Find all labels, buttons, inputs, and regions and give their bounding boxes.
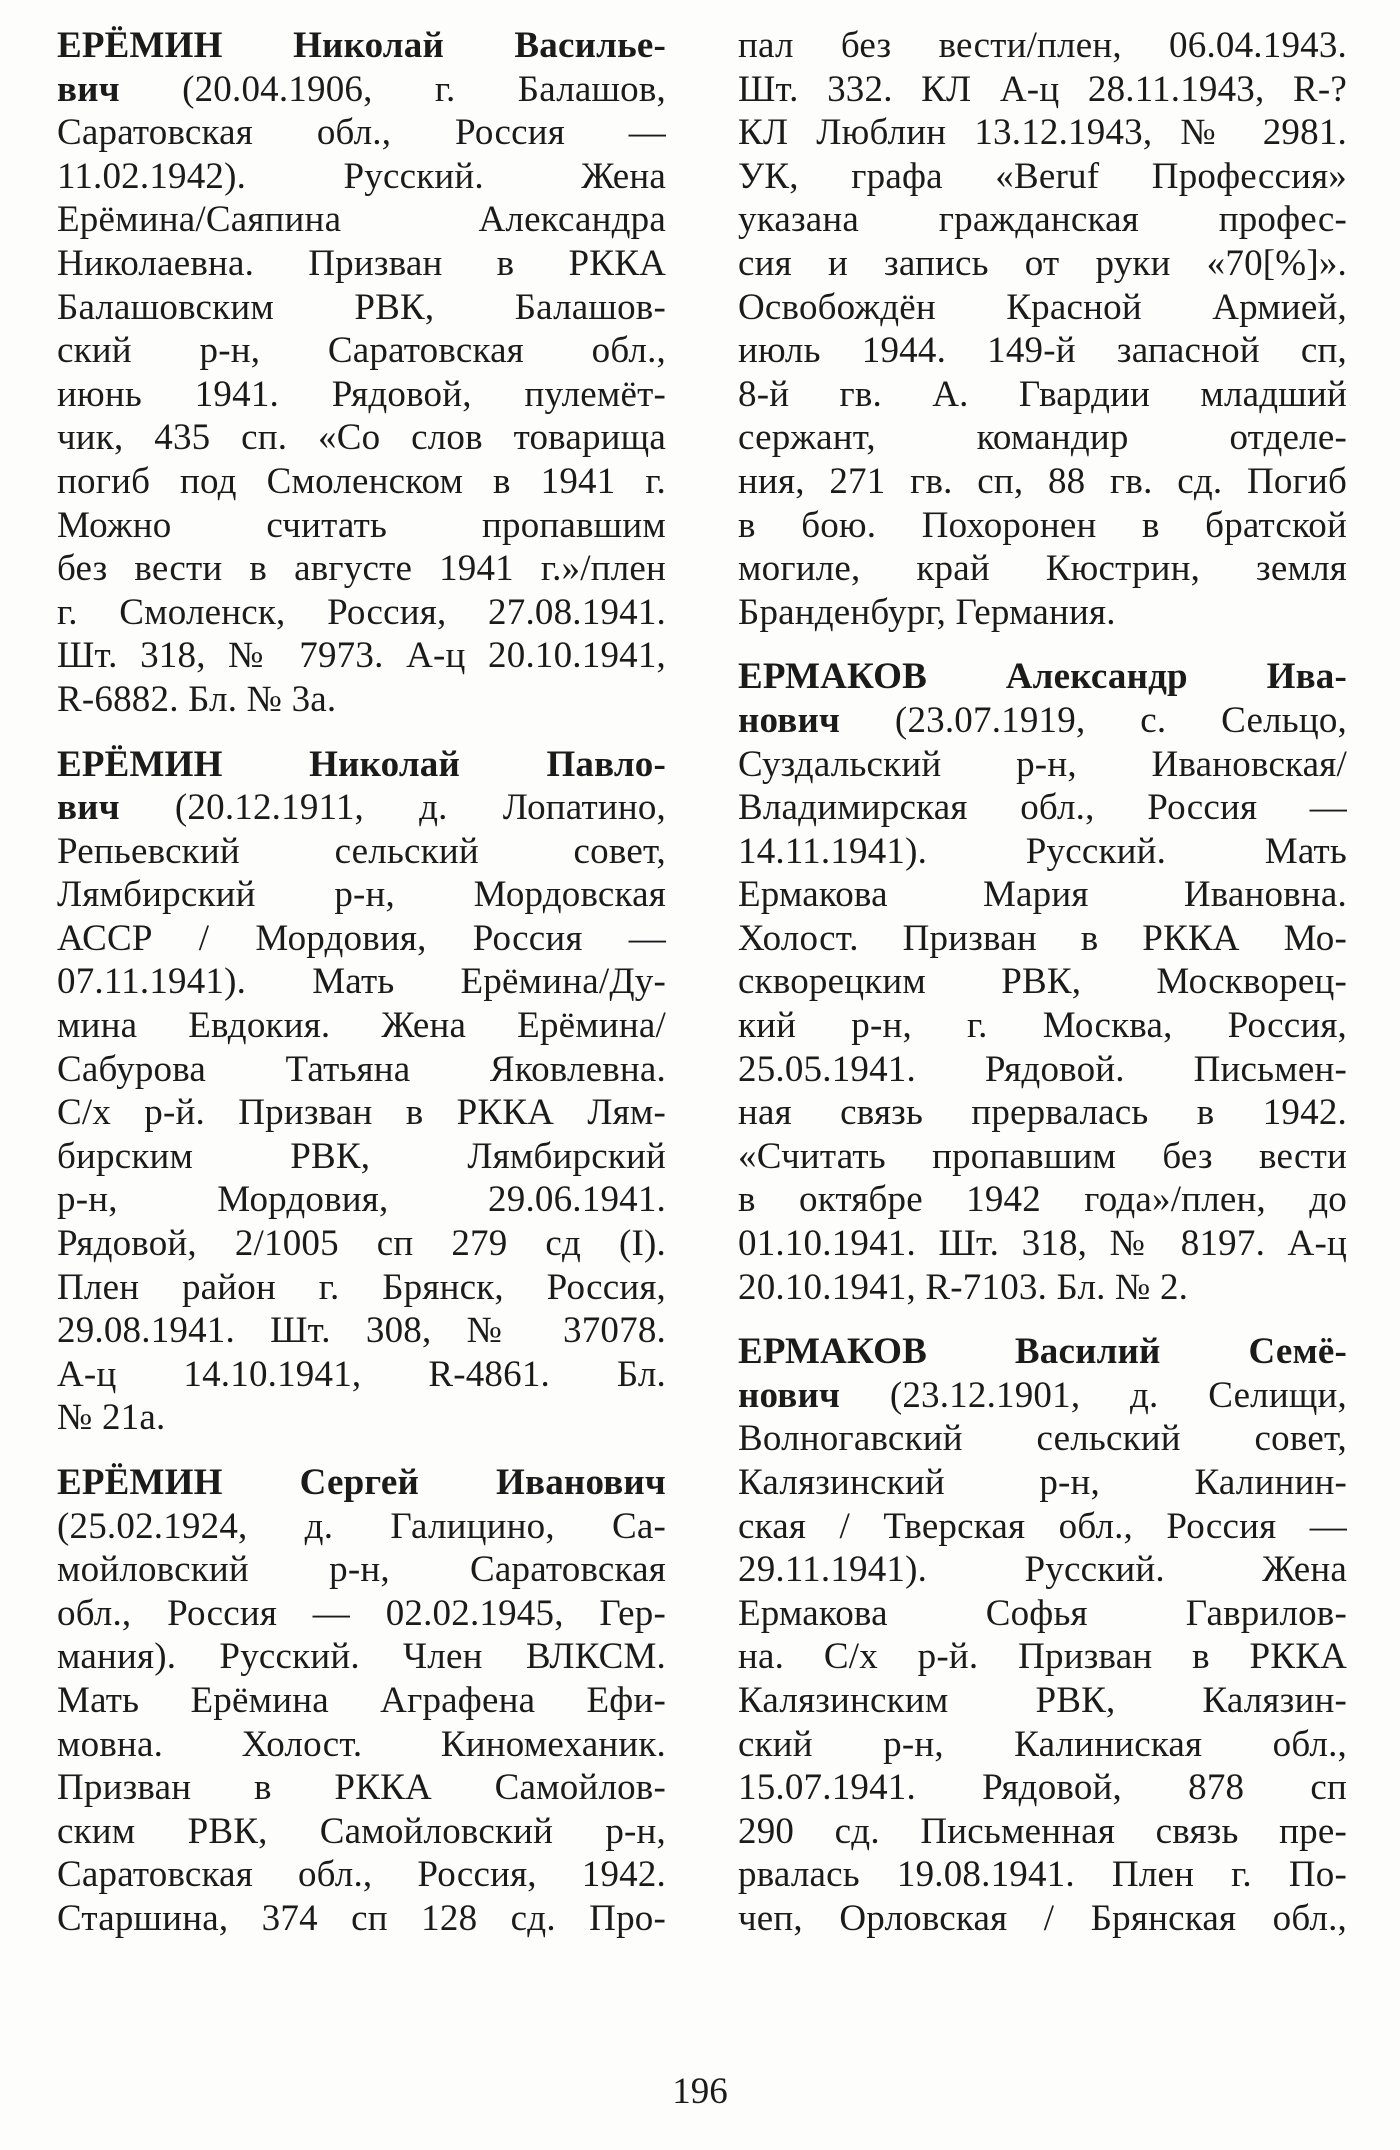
text-line: Плен район г. Брянск, Россия, <box>57 1266 666 1308</box>
text-line: г. Смоленск, Россия, 27.08.1941. <box>57 591 666 633</box>
text-line: Бранденбург, Германия. <box>738 591 1116 633</box>
text-line: чик, 435 сп. «Со слов товарища <box>57 417 666 459</box>
text-line: Шт. 318, № 7973. А-ц 20.10.1941, <box>57 635 666 677</box>
text-line: скворецким РВК, Москворец- <box>738 961 1347 1003</box>
right-column <box>738 24 1347 1941</box>
text-line: КЛ Люблин 13.12.1943, № 2981. <box>738 112 1347 154</box>
text-line: июль 1944. 149-й запасной сп, <box>738 330 1347 372</box>
text-line: Холост. Призван в РККА Мо- <box>738 917 1347 959</box>
text-line: Калязинский р-н, Калинин- <box>738 1462 1347 1503</box>
registry-entry <box>738 655 1347 1309</box>
text-line: нович (23.07.1919, с. Сельцо, <box>738 699 1347 741</box>
registry-entry <box>57 1461 666 1941</box>
text-line <box>57 743 666 787</box>
text-line: «Считать пропавшим без вести <box>738 1135 1347 1177</box>
text-line: 29.11.1941). Русский. Жена <box>738 1549 1347 1591</box>
text-line: мойловский р-н, Саратовская <box>57 1549 666 1591</box>
text-line: Ерёмина/Саяпина Александра <box>57 199 666 241</box>
text-line: ния, 271 гв. сп, 88 гв. сд. Погиб <box>738 460 1347 502</box>
entry-surname-bold: ЕРЁМИН Сергей Иванович <box>57 1462 666 1503</box>
text-line: Николаевна. Призван в РККА <box>57 242 666 284</box>
text-line: 29.08.1941. Шт. 308, № 37078. <box>57 1310 666 1352</box>
text-line: кий р-н, г. Москва, Россия, <box>738 1005 1347 1047</box>
entry-surname-bold: вич <box>57 787 120 829</box>
text-line: Шт. 332. КЛ А-ц 28.11.1943, R-? <box>738 68 1347 110</box>
text-line: 25.05.1941. Рядовой. Письмен- <box>738 1048 1347 1090</box>
text-line: Рядовой, 2/1005 сп 279 сд (I). <box>57 1223 666 1265</box>
text-line: 290 сд. Письменная связь пре- <box>738 1810 1347 1852</box>
text-line <box>57 24 666 68</box>
registry-entry <box>57 24 666 722</box>
text-line: Суздальский р-н, Ивановская/ <box>738 743 1347 785</box>
text-line: на. С/х р-й. Призван в РККА <box>738 1636 1347 1678</box>
text-line <box>57 1461 666 1505</box>
text-line: R-6882. Бл. № 3а. <box>57 678 337 720</box>
text-line: ский р-н, Калиниская обл., <box>738 1723 1347 1765</box>
text-line: 8-й гв. А. Гвардии младший <box>738 373 1347 415</box>
text-line: Саратовская обл., Россия — <box>57 112 666 154</box>
text-line: УК, графа «Beruf Профессия» <box>738 155 1347 197</box>
text-line: ная связь прервалась в 1942. <box>738 1092 1347 1134</box>
text-columns <box>57 24 1347 1941</box>
registry-entry <box>738 24 1347 634</box>
text-line: бирским РВК, Лямбирский <box>57 1135 666 1177</box>
text-line: могиле, край Кюстрин, земля <box>738 548 1347 590</box>
text-line: в октябре 1942 года»/плен, до <box>738 1179 1347 1221</box>
text-line: мания). Русский. Член ВЛКСМ. <box>57 1636 666 1678</box>
text-line: Владимирская обл., Россия — <box>738 787 1347 829</box>
text-line: Можно считать пропавшим <box>57 504 666 546</box>
page-number: 196 <box>672 2071 728 2112</box>
entry-surname-bold: ЕРМАКОВ Василий Семё- <box>738 1331 1347 1373</box>
text-line: вич (20.12.1911, д. Лопатино, <box>57 787 666 829</box>
entry-surname-bold: ЕРМАКОВ Александр Ива- <box>738 656 1347 698</box>
text-line: Волногавский сельский совет, <box>738 1418 1347 1460</box>
text-line: Освобождён Красной Армией, <box>738 286 1347 328</box>
text-line: чеп, Орловская / Брянская обл., <box>738 1897 1347 1939</box>
entry-surname-bold: ЕРЁМИН Николай Павло- <box>57 743 666 785</box>
text-line: Лямбирский р-н, Мордовская <box>57 874 666 916</box>
text-line: Калязинским РВК, Калязин- <box>738 1679 1347 1721</box>
text-line: 14.11.1941). Русский. Мать <box>738 830 1347 872</box>
text-line: нович (23.12.1901, д. Селищи, <box>738 1374 1347 1416</box>
text-line: погиб под Смоленском в 1941 г. <box>57 460 666 502</box>
text-line: пал без вести/плен, 06.04.1943. <box>738 25 1347 66</box>
text-line: Балашовским РВК, Балашов- <box>57 286 666 328</box>
text-line: июнь 1941. Рядовой, пулемёт- <box>57 373 666 415</box>
text-line: обл., Россия — 02.02.1945, Гер- <box>57 1592 666 1634</box>
text-line: АССР / Мордовия, Россия — <box>57 917 666 959</box>
text-line: в бою. Похоронен в братской <box>738 504 1347 546</box>
entry-surname-bold: нович <box>738 1374 841 1416</box>
text-line: (25.02.1924, д. Галицино, Са- <box>57 1505 666 1547</box>
text-line: сия и запись от руки «70[%]». <box>738 242 1347 284</box>
text-line: ский р-н, Саратовская обл., <box>57 330 666 372</box>
text-line: ская / Тверская обл., Россия — <box>738 1505 1347 1547</box>
text-line: Сабурова Татьяна Яковлевна. <box>57 1048 666 1090</box>
entry-surname-bold: ЕРЁМИН Николай Василье- <box>57 25 666 66</box>
registry-entry <box>57 743 666 1441</box>
text-line: Саратовская обл., Россия, 1942. <box>57 1854 666 1896</box>
text-line: Репьевский сельский совет, <box>57 830 666 872</box>
text-line: С/х р-й. Призван в РККА Лям- <box>57 1092 666 1134</box>
text-line: Призван в РККА Самойлов- <box>57 1767 666 1809</box>
text-line: А-ц 14.10.1941, R-4861. Бл. <box>57 1353 666 1395</box>
text-line: сержант, командир отделе- <box>738 417 1347 459</box>
text-line: № 21а. <box>57 1397 166 1439</box>
text-line: 11.02.1942). Русский. Жена <box>57 155 666 197</box>
text-line: мовна. Холост. Киномеханик. <box>57 1723 666 1765</box>
text-line: рвалась 19.08.1941. Плен г. По- <box>738 1854 1347 1896</box>
registry-entry <box>738 1330 1347 1940</box>
text-line: р-н, Мордовия, 29.06.1941. <box>57 1179 666 1221</box>
text-line: Ермакова Софья Гаврилов- <box>738 1592 1347 1634</box>
text-line: Старшина, 374 сп 128 сд. Про- <box>57 1897 666 1939</box>
entry-surname-bold: вич <box>57 68 120 110</box>
text-line: мина Евдокия. Жена Ерёмина/ <box>57 1005 666 1047</box>
text-line: 20.10.1941, R-7103. Бл. № 2. <box>738 1266 1189 1308</box>
text-line: ским РВК, Самойловский р-н, <box>57 1810 666 1852</box>
text-line: 07.11.1941). Мать Ерёмина/Ду- <box>57 961 666 1003</box>
text-line <box>738 1330 1347 1374</box>
text-line: без вести в августе 1941 г.»/плен <box>57 548 666 590</box>
text-line: вич (20.04.1906, г. Балашов, <box>57 68 666 110</box>
text-line: 01.10.1941. Шт. 318, № 8197. А-ц <box>738 1223 1347 1265</box>
text-line <box>738 655 1347 699</box>
text-line: 15.07.1941. Рядовой, 878 сп <box>738 1767 1347 1809</box>
text-line: Ермакова Мария Ивановна. <box>738 874 1347 916</box>
text-line: указана гражданская профес- <box>738 199 1347 241</box>
left-column <box>57 24 666 1941</box>
text-line: Мать Ерёмина Аграфена Ефи- <box>57 1679 666 1721</box>
entry-surname-bold: нович <box>738 699 841 741</box>
